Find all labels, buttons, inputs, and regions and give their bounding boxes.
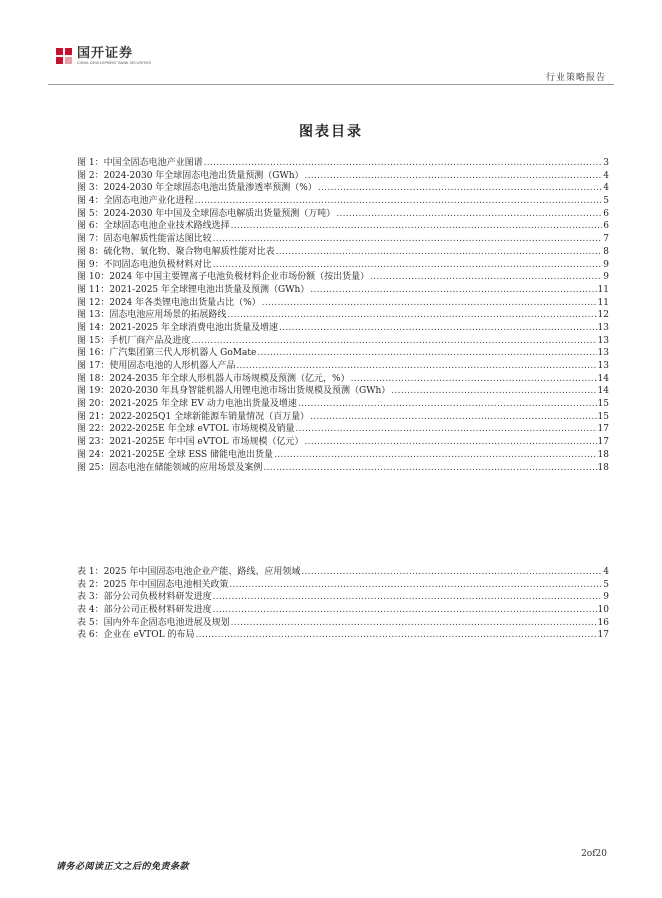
figure-entry[interactable] [77,284,609,297]
figure-entry-page: 9 [603,272,609,283]
figure-entry-label: 图 19：2020-2030 年具身智能机器人用锂电池市场出货规模及预测（GWh） [77,386,391,397]
figure-entry-page: 15 [597,399,609,410]
dot-leader [213,233,603,246]
figure-entry[interactable] [77,246,609,259]
figure-entry-label: 图 1：中国全固态电池产业图谱 [77,158,203,168]
dot-leader [301,566,602,579]
table-entry[interactable] [77,579,609,592]
figure-entry-label: 图 18：2024-2035 年全球人形机器人市场规模及预测（亿元，%） [77,373,350,384]
logo-name-cn: 国开证券 [77,46,134,61]
dot-leader [391,385,596,398]
figure-entry-page: 11 [597,284,609,295]
figure-entry-label: 图 15：手机厂商产品及进度 [77,335,191,346]
figure-entry-page: 12 [597,310,609,321]
dot-leader [195,195,603,208]
dot-leader [351,373,597,386]
dot-leader [204,157,603,170]
dot-leader [279,322,597,335]
dot-leader [305,436,597,449]
figure-entry-page: 13 [597,361,609,371]
figure-entry[interactable] [77,411,609,424]
table-entry-page: 4 [603,567,609,577]
dot-leader [263,462,596,475]
figure-entry-page: 11 [597,297,609,308]
figure-entry-label: 图 21：2022-2025Q1 全球新能源车销量情况（百万量） [77,411,310,422]
dot-leader [213,604,597,617]
table-entry-page: 10 [597,605,609,616]
figure-entry-label: 图 17：使用固态电池的人形机器人产品 [77,361,236,371]
figure-entry[interactable] [77,360,609,373]
figure-entry-page: 5 [603,196,609,207]
figure-entry-label: 图 13：固态电池应用场景的拓展路线 [77,310,227,321]
figure-entry-page: 8 [603,246,609,257]
figure-entry-label: 图 11：2021-2025 年全球锂电池出货量及预测（GWh） [77,284,310,295]
figure-entry-page: 18 [597,462,609,473]
figure-entry-label: 图 2：2024-2030 年全球固态电池出货量预测（GWh） [77,170,304,181]
figure-entry-label: 图 25：固态电池在储能领域的应用场景及案例 [77,462,263,473]
figure-entry-label: 图 5：2024-2030 年中国及全球固态电解质出货量预测（万吨） [77,208,336,219]
figure-entry-page: 13 [597,335,609,346]
dot-leader [296,423,597,436]
dot-leader [274,449,596,462]
figure-entry-page: 14 [597,386,609,397]
figure-entry[interactable] [77,297,609,310]
dot-leader [310,284,596,297]
figure-entry[interactable] [77,423,609,436]
figure-entry[interactable] [77,233,609,246]
table-entry-label: 表 2：2025 年中国固态电池相关政策 [77,579,229,590]
figure-entry[interactable] [77,398,609,411]
company-logo [56,47,151,66]
figure-entry-label: 图 4：全固态电池产业化进程 [77,196,194,207]
figure-entry-page: 7 [603,234,609,245]
figure-entry-page: 6 [603,208,609,219]
figure-entry-page: 18 [597,449,609,460]
logo-mark-icon [56,48,72,64]
figure-entry[interactable] [77,322,609,335]
table-list [77,566,609,642]
table-entry-label: 表 1：2025 年中国固态电池企业产能、路线、应用领域 [77,567,301,577]
dot-leader [276,246,603,259]
dot-leader [257,347,596,360]
figure-entry-label: 图 16：广汽集团第三代人形机器人 GoMate [77,348,257,359]
figure-entry-label: 图 14：2021-2025 年全球消费电池出货量及增速 [77,322,279,333]
figure-entry-label: 图 22：2022-2025E 年全球 eVTOL 市场规模及销量 [77,424,295,435]
figure-entry[interactable] [77,462,609,475]
report-type: 行业策略报告 [545,73,606,83]
figure-entry[interactable] [77,220,609,233]
dot-leader [370,271,602,284]
figure-entry-page: 4 [603,170,609,181]
figure-entry[interactable] [77,271,609,284]
figure-entry[interactable] [77,208,609,221]
figure-entry-page: 17 [597,437,609,448]
dot-leader [213,591,603,604]
dot-leader [298,398,597,411]
figure-entry-page: 6 [603,221,609,232]
dot-leader [310,411,596,424]
table-entry[interactable] [77,629,609,642]
dot-leader [191,335,596,348]
disclaimer: 请务必阅读正文之后的免责条款 [56,862,190,872]
table-entry[interactable] [77,617,609,630]
figure-entry-page: 3 [603,158,609,168]
dot-leader [229,579,602,592]
table-entry[interactable] [77,591,609,604]
header-divider [48,84,614,85]
figure-entry-label: 图 6：全球固态电池企业技术路线选择 [77,221,230,232]
figure-entry-page: 9 [603,259,609,270]
table-entry-page: 9 [603,592,609,603]
figure-entry-page: 4 [603,183,609,194]
dot-leader [196,629,597,642]
figure-entry-label: 图 24：2021-2025E 全球 ESS 储能电池出货量 [77,449,274,460]
dot-leader [336,208,602,221]
figure-entry-label: 图 7：固态电解质性能雷达图比较 [77,234,212,245]
dot-leader [231,617,597,630]
dot-leader [262,297,597,310]
dot-leader [231,220,603,233]
logo-name-en: CHINA DEVELOPMENT BANK SECURITIES [77,61,152,65]
figure-entry-label: 图 23：2021-2025E 年中国 eVTOL 市场规模（亿元） [77,437,304,448]
dot-leader [227,309,596,322]
figure-entry-page: 17 [597,424,609,435]
table-entry-label: 表 6：企业在 eVTOL 的布局 [77,630,195,641]
table-entry-page: 5 [603,579,609,590]
table-entry-page: 16 [597,617,609,628]
figure-entry-label: 图 9：不同固态电池负极材料对比 [77,259,212,270]
figure-entry[interactable] [77,385,609,398]
figure-entry-label: 图 8：硫化物、氧化物、聚合物电解质性能对比表 [77,246,275,257]
table-entry-label: 表 3：部分公司负极材料研发进度 [77,592,212,603]
figure-entry[interactable] [77,157,609,170]
figure-entry[interactable] [77,182,609,195]
dot-leader [213,259,603,272]
figure-entry-label: 图 20：2021-2025 年全球 EV 动力电池出货量及增速 [77,399,297,410]
figure-entry[interactable] [77,373,609,386]
figure-entry-page: 13 [597,322,609,333]
table-entry[interactable] [77,604,609,617]
dot-leader [236,360,596,373]
figure-entry-label: 图 10：2024 年中国主要锂离子电池负极材料企业市场份额（按出货量） [77,272,370,283]
figure-entry[interactable] [77,309,609,322]
figure-entry-page: 15 [597,411,609,422]
figure-entry-label: 图 3：2024-2030 年全球固态电池出货量渗透率预测（%） [77,183,317,194]
page-number: 2of20 [581,849,607,859]
figure-list [77,157,609,474]
figure-entry[interactable] [77,195,609,208]
page-title: 图表目录 [299,124,363,140]
figure-entry[interactable] [77,259,609,272]
figure-entry[interactable] [77,436,609,449]
figure-entry[interactable] [77,170,609,183]
table-entry[interactable] [77,566,609,579]
figure-entry-page: 14 [597,373,609,384]
dot-leader [318,182,602,195]
dot-leader [305,170,603,183]
table-entry-label: 表 4：部分公司正极材料研发进度 [77,605,212,616]
figure-entry[interactable] [77,335,609,348]
figure-entry-page: 13 [597,348,609,359]
figure-entry-label: 图 12：2024 年各类锂电池出货量占比（%） [77,297,261,308]
figure-entry[interactable] [77,347,609,360]
figure-entry[interactable] [77,449,609,462]
table-entry-label: 表 5：国内外车企固态电池进展及规划 [77,617,230,628]
table-entry-page: 17 [597,630,609,641]
